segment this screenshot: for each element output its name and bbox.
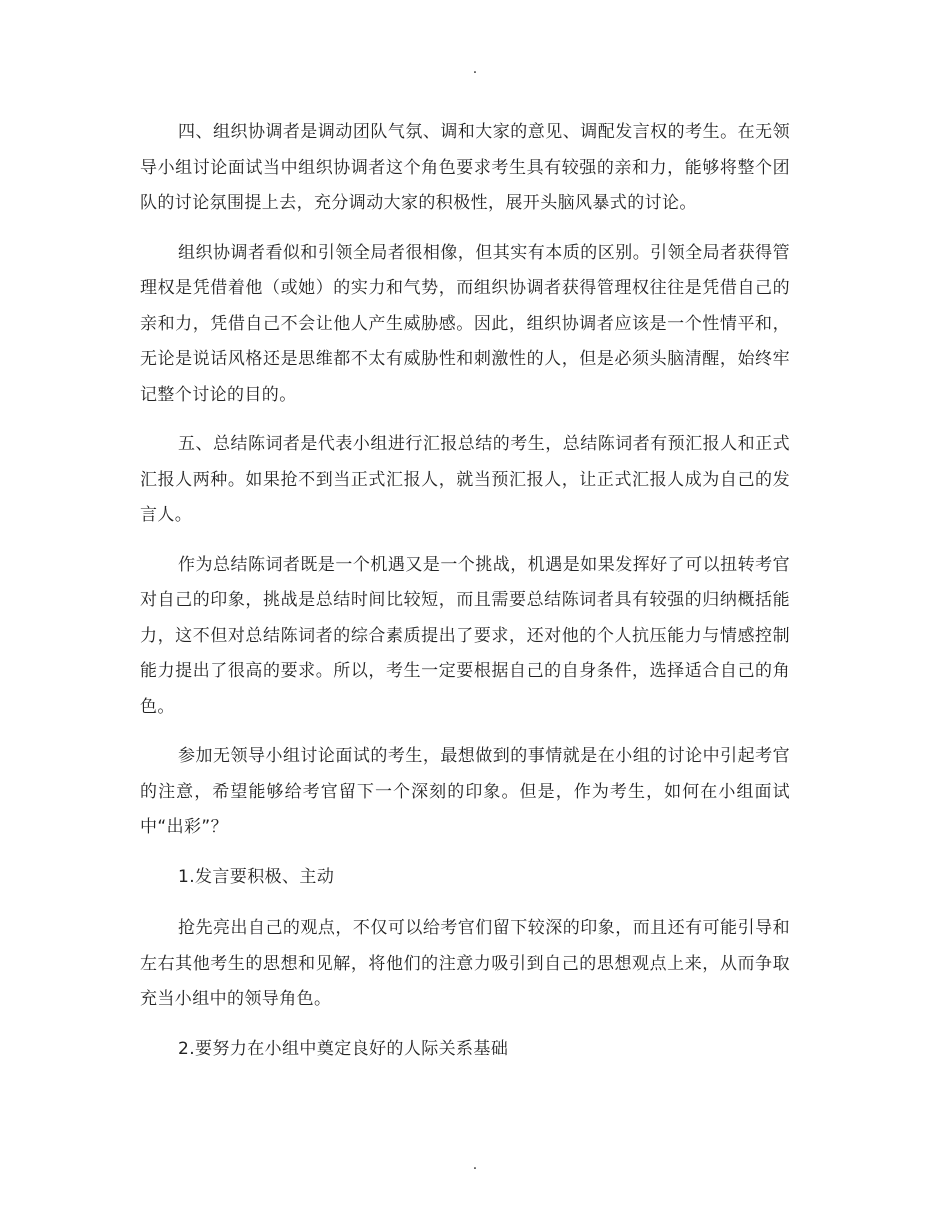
paragraph-summarizer-challenge: 作为总结陈词者既是一个机遇又是一个挑战，机遇是如果发挥好了可以扭转考官对自己的印象，挑战是总结时间比较短，而且需要总结陈词者具有较强的归纳概括能力，这不但对总结陈词者的综合素质提出了要求，还对他的个人抗压能力与情感控制能力提出了很高的要求。所以，考生一定要根据自己的自身条件，选择适合自己的角色。 <box>140 554 790 717</box>
paragraph-stand-out-intro: 参加无领导小组讨论面试的考生，最想做到的事情就是在小组的讨论中引起考官的注意，希望能够给考官留下一个深刻的印象。但是，作为考生，如何在小组面试中“出彩”？ <box>140 746 790 837</box>
header-mark: . <box>472 61 478 77</box>
section-heading-2: 2.要努力在小组中奠定良好的人际关系基础 <box>178 1038 509 1059</box>
paragraph-organizer-vs-leader: 组织协调者看似和引领全局者很相像，但其实有本质的区别。引领全局者获得管理权是凭借着他（或她）的实力和气势，而组织协调者获得管理权往往是凭借自己的亲和力，凭借自己不会让他人产生威胁感。因此，组织协调者应该是一个性情平和，无论是说话风格还是思维都不太有威胁性和刺激性的人，但是必须头脑清醒，始终牢记整个讨论的目的。 <box>140 242 790 405</box>
footer-mark: . <box>472 1157 478 1173</box>
paragraph-organizer-role: 四、组织协调者是调动团队气氛、调和大家的意见、调配发言权的考生。在无领导小组讨论面试当中组织协调者这个角色要求考生具有较强的亲和力，能够将整个团队的讨论氛围提上去，充分调动大家的积极性，展开头脑风暴式的讨论。 <box>140 122 790 213</box>
paragraph-speak-first: 抢先亮出自己的观点，不仅可以给考官们留下较深的印象，而且还有可能引导和左右其他考生的思想和见解，将他们的注意力吸引到自己的思想观点上来，从而争取充当小组中的领导角色。 <box>140 918 790 1009</box>
paragraph-summarizer-role: 五、总结陈词者是代表小组进行汇报总结的考生，总结陈词者有预汇报人和正式汇报人两种。如果抢不到当正式汇报人，就当预汇报人，让正式汇报人成为自己的发言人。 <box>140 434 790 525</box>
document-body <box>140 115 790 1083</box>
section-heading-1: 1.发言要积极、主动 <box>178 866 335 887</box>
